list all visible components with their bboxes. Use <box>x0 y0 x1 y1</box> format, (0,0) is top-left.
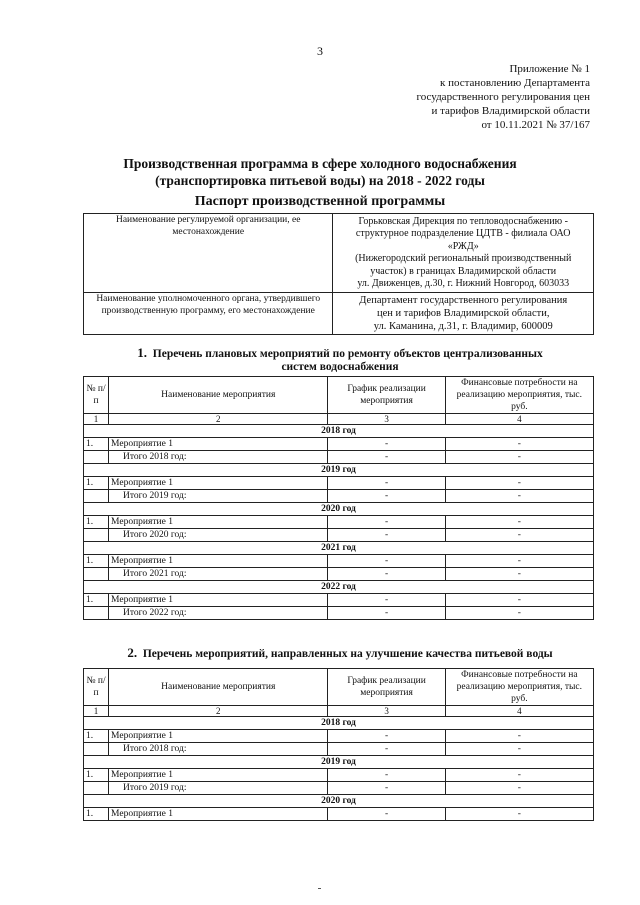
section-number: 2. <box>127 645 138 660</box>
row-number: 1. <box>84 516 109 529</box>
row-finance: - <box>445 568 593 581</box>
index-cell: 1 <box>84 414 109 425</box>
appendix-line: Приложение № 1 <box>509 63 590 75</box>
row-total-label: Итого 2022 год: <box>109 607 328 620</box>
row-item: Мероприятие 1 <box>109 516 328 529</box>
table-row <box>84 516 594 529</box>
section-1-heading <box>110 346 570 374</box>
year-label: 2022 год <box>84 581 594 594</box>
row-number: 1. <box>84 555 109 568</box>
row-finance: - <box>445 808 593 821</box>
row-schedule: - <box>328 438 445 451</box>
passport-value-line: цен и тарифов Владимирской области, <box>376 308 550 319</box>
row-number: 1. <box>84 477 109 490</box>
row-schedule: - <box>328 594 445 607</box>
header-finance: Финансовые потребности на реализацию мероприятия, тыс. руб. <box>445 377 593 414</box>
table-row <box>84 769 594 782</box>
row-schedule: - <box>328 607 445 620</box>
row-number: 1. <box>84 769 109 782</box>
row-schedule: - <box>328 743 445 756</box>
row-finance: - <box>445 477 593 490</box>
row-item: Мероприятие 1 <box>109 730 328 743</box>
section-1-table <box>83 376 594 620</box>
year-row <box>84 581 594 594</box>
row-finance: - <box>445 451 593 464</box>
index-cell: 1 <box>84 706 109 717</box>
row-schedule: - <box>328 529 445 542</box>
total-row <box>84 607 594 620</box>
row-finance: - <box>445 529 593 542</box>
appendix-block <box>380 62 590 132</box>
row-finance: - <box>445 516 593 529</box>
row-finance: - <box>445 730 593 743</box>
passport-value <box>333 293 594 335</box>
row-item: Мероприятие 1 <box>109 769 328 782</box>
document-title <box>60 155 580 189</box>
year-row <box>84 425 594 438</box>
passport-heading: Паспорт производственной программы <box>194 194 446 209</box>
row-schedule: - <box>328 782 445 795</box>
header-name: Наименование мероприятия <box>109 377 328 414</box>
section-title-line: систем водоснабжения <box>281 361 399 373</box>
row-number: 1. <box>84 808 109 821</box>
row-number: 1. <box>84 594 109 607</box>
year-row <box>84 503 594 516</box>
year-row <box>84 795 594 808</box>
row-finance: - <box>445 769 593 782</box>
row-finance: - <box>445 490 593 503</box>
row-number: 1. <box>84 730 109 743</box>
row-schedule: - <box>328 730 445 743</box>
row-item: Мероприятие 1 <box>109 808 328 821</box>
year-label: 2020 год <box>84 795 594 808</box>
header-schedule: График реализации мероприятия <box>328 377 445 414</box>
index-cell: 2 <box>109 414 328 425</box>
row-schedule: - <box>328 555 445 568</box>
row-finance: - <box>445 594 593 607</box>
row-total-label: Итого 2019 год: <box>109 490 328 503</box>
row-total-label: Итого 2018 год: <box>109 451 328 464</box>
table-row <box>84 555 594 568</box>
index-cell: 4 <box>445 706 593 717</box>
index-cell: 4 <box>445 414 593 425</box>
year-row <box>84 464 594 477</box>
row-number: 1. <box>84 438 109 451</box>
total-row <box>84 490 594 503</box>
header-num: № п/п <box>84 377 109 414</box>
title-line: Производственная программа в сфере холодного водоснабжения <box>123 156 517 171</box>
index-cell: 3 <box>328 706 445 717</box>
page-mark <box>318 888 321 889</box>
year-label: 2018 год <box>84 717 594 730</box>
row-schedule: - <box>328 451 445 464</box>
row-item: Мероприятие 1 <box>109 555 328 568</box>
row-schedule: - <box>328 808 445 821</box>
year-row <box>84 717 594 730</box>
title-line: (транспортировка питьевой воды) на 2018 - 2022 годы <box>155 173 485 188</box>
passport-value-line: «РЖД» <box>447 240 479 252</box>
total-row <box>84 451 594 464</box>
year-label: 2020 год <box>84 503 594 516</box>
year-label: 2021 год <box>84 542 594 555</box>
year-row <box>84 542 594 555</box>
row-finance: - <box>445 438 593 451</box>
total-row <box>84 529 594 542</box>
passport-value-line: ул. Каманина, д.31, г. Владимир, 600009 <box>373 321 553 332</box>
table-row <box>84 438 594 451</box>
passport-value-line: (Нижегородский региональный производственный <box>355 253 572 264</box>
passport-value-line: Горьковская Дирекция по тепловодоснабжению - <box>358 215 568 227</box>
passport-value-line: Департамент государственного регулирования <box>359 295 568 306</box>
index-cell: 3 <box>328 414 445 425</box>
row-item: Мероприятие 1 <box>109 438 328 451</box>
appendix-line: к постановлению Департамента <box>439 77 590 89</box>
table-row <box>84 477 594 490</box>
header-name: Наименование мероприятия <box>109 669 328 706</box>
row-finance: - <box>445 555 593 568</box>
passport-value <box>333 214 594 293</box>
total-row <box>84 743 594 756</box>
year-label: 2019 год <box>84 756 594 769</box>
row-total-label: Итого 2019 год: <box>109 782 328 795</box>
section-2-table <box>83 668 594 821</box>
section-title-line: Перечень плановых мероприятий по ремонту объектов централизованных <box>152 348 543 360</box>
passport-table <box>83 213 594 335</box>
row-schedule: - <box>328 477 445 490</box>
row-item: Мероприятие 1 <box>109 594 328 607</box>
table-header-row <box>84 669 594 706</box>
header-num: № п/п <box>84 669 109 706</box>
year-row <box>84 756 594 769</box>
appendix-line: и тарифов Владимирской области <box>431 105 590 117</box>
row-schedule: - <box>328 568 445 581</box>
section-number: 1. <box>137 345 148 360</box>
section-2-heading <box>90 646 590 661</box>
row-schedule: - <box>328 769 445 782</box>
passport-value-line: ул. Движенцев, д.30, г. Нижний Новгород, 603033 <box>357 278 570 289</box>
row-total-label: Итого 2021 год: <box>109 568 328 581</box>
table-header-row <box>84 377 594 414</box>
row-schedule: - <box>328 490 445 503</box>
row-total-label: Итого 2018 год: <box>109 743 328 756</box>
table-row <box>84 730 594 743</box>
row-schedule: - <box>328 516 445 529</box>
row-finance: - <box>445 782 593 795</box>
section-title: Перечень мероприятий, направленных на улучшение качества питьевой воды <box>142 648 553 660</box>
table-row <box>84 594 594 607</box>
year-label: 2019 год <box>84 464 594 477</box>
row-item: Мероприятие 1 <box>109 477 328 490</box>
page-number: 3 <box>317 44 323 58</box>
passport-row <box>84 293 594 335</box>
passport-value-line: участок) в границах Владимирской области <box>370 265 557 277</box>
table-row <box>84 808 594 821</box>
passport-label: Наименование уполномоченного органа, утвердившего производственную программу, его местонахождение <box>84 293 333 335</box>
passport-value-line: структурное подразделение ЦДТВ - филиала ОАО <box>355 228 571 239</box>
year-label: 2018 год <box>84 425 594 438</box>
table-index-row <box>84 706 594 717</box>
header-finance: Финансовые потребности на реализацию мероприятия, тыс. руб. <box>445 669 593 706</box>
row-finance: - <box>445 607 593 620</box>
total-row <box>84 782 594 795</box>
row-finance: - <box>445 743 593 756</box>
total-row <box>84 568 594 581</box>
appendix-line: государственного регулирования цен <box>416 91 590 103</box>
passport-row <box>84 214 594 293</box>
passport-label: Наименование регулируемой организации, ее местонахождение <box>84 214 333 293</box>
index-cell: 2 <box>109 706 328 717</box>
appendix-line: от 10.11.2021 № 37/167 <box>481 119 590 131</box>
row-total-label: Итого 2020 год: <box>109 529 328 542</box>
table-index-row <box>84 414 594 425</box>
header-schedule: График реализации мероприятия <box>328 669 445 706</box>
